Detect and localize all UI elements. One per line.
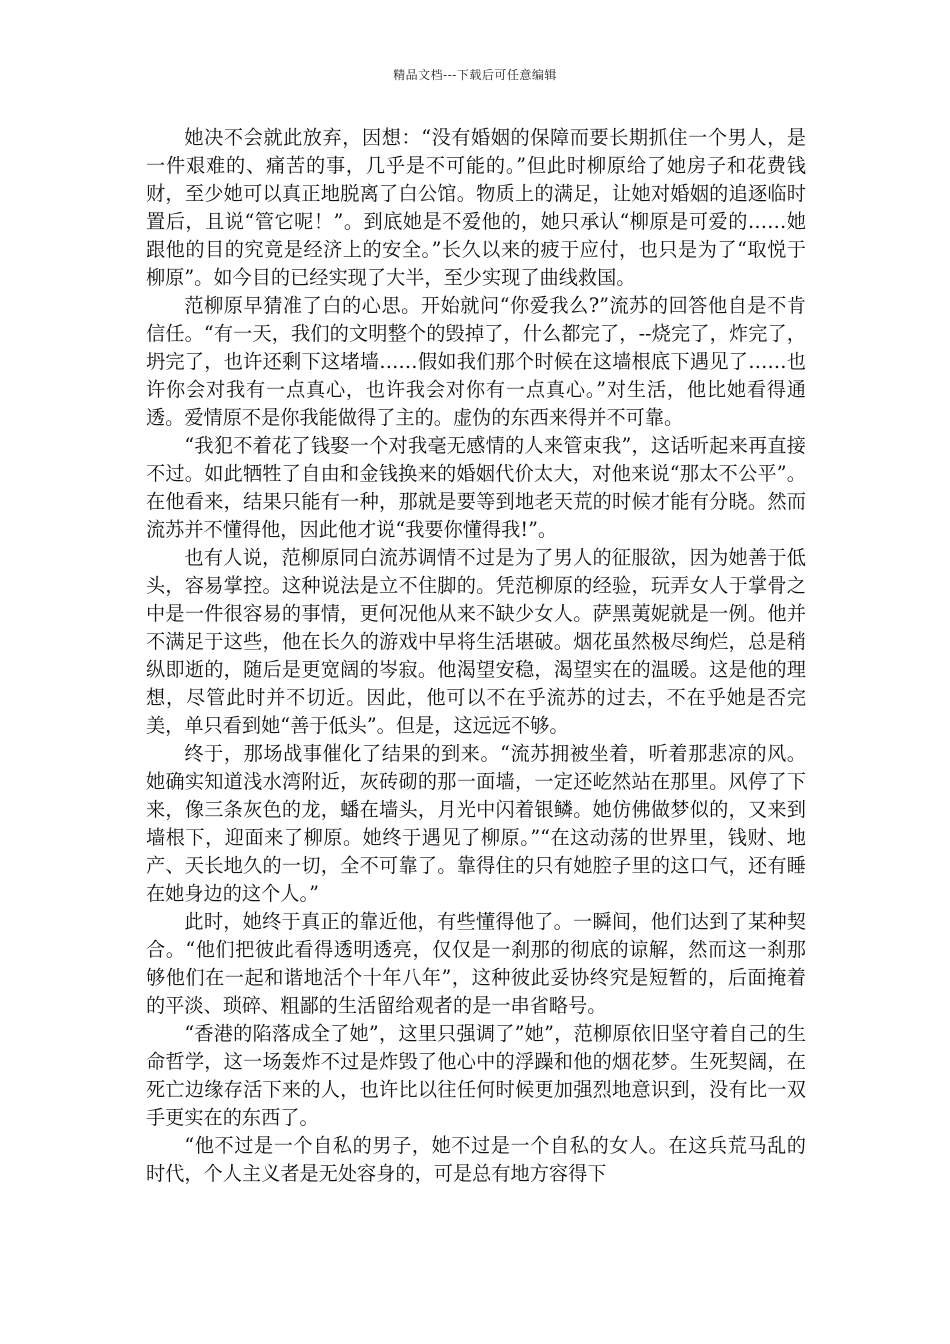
paragraph: “他不过是一个自私的男子，她不过是一个自私的女人。在这兵荒马乱的时代，个人主义者是无处容身的，可是总有地方容得下 xyxy=(146,1134,806,1185)
paragraph: 也有人说，范柳原同白流苏调情不过是为了男人的征服欲，因为她善于低头，容易掌控。这种说法是立不住脚的。凭范柳原的经验，玩弄女人于掌骨之中是一件很容易的事情，更何况他从来不缺少女人。萨黑荑妮就是一例。他并不满足于这些，他在长久的游戏中早将生活堪破。烟花虽然极尽绚烂，总是稍纵即逝的，随后是更宽阔的岑寂。他渴望安稳，渴望实在的温暖。这是他的理想，尽管此时并不切近。因此，他可以不在乎流苏的过去，不在乎她是否完美，单只看到她“善于低头”。但是，这远远不够。 xyxy=(146,546,806,737)
paragraph: 此时，她终于真正的靠近他，有些懂得他了。一瞬间，他们达到了某种契合。“他们把彼此看得透明透亮，仅仅是一刹那的彻底的谅解，然而这一刹那够他们在一起和谐地活个十年八年”，这种彼此妥协终究是短暂的，后面掩着的平淡、琐碎、粗鄙的生活留给观者的是一串省略号。 xyxy=(146,910,806,1017)
paragraph: 范柳原早猜准了白的心思。开始就问“你爱我么?”流苏的回答他自是不肯信任。“有一天，我们的文明整个的毁掉了，什么都完了，--烧完了，炸完了，坍完了，也许还剩下这堵墙……假如我们那个时候在这墙根底下遇见了……也许你会对我有一点真心，也许我会对你有一点真心。”对生活，他比她看得通透。爱情原不是你我能做得了主的。虚伪的东西来得并不可靠。 xyxy=(146,294,806,429)
paragraph: “我犯不着花了钱娶一个对我毫无感情的人来管束我”，这话听起来再直接不过。如此牺牲了自由和金钱换来的婚姻代价太大，对他来说“那太不公平”。在他看来，结果只能有一种，那就是要等到地老天荒的时候才能有分晓。然而流苏并不懂得他，因此他才说“我要你懂得我!”。 xyxy=(146,434,806,541)
page-header: 精品文档---下载后可任意编辑 xyxy=(393,68,557,82)
paragraph: 她决不会就此放弃，因想：“没有婚姻的保障而要长期抓住一个男人，是一件艰难的、痛苦的事，几乎是不可能的。”但此时柳原给了她房子和花费钱财，至少她可以真正地脱离了白公馆。物质上的满足，让她对婚姻的追逐临时置后，且说“管它呢！”。到底她是不爱他的，她只承认“柳原是可爱的……她跟他的目的究竟是经济上的安全。”长久以来的疲于应付，也只是为了“取悦于柳原”。如今目的已经实现了大半，至少实现了曲线救国。 xyxy=(146,126,806,289)
paragraph: 终于，那场战事催化了结果的到来。“流苏拥被坐着，听着那悲凉的风。她确实知道浅水湾附近，灰砖砌的那一面墙，一定还屹然站在那里。风停了下来，像三条灰色的龙，蟠在墙头，月光中闪着银鳞。她仿佛做梦似的，又来到墙根下，迎面来了柳原。她终于遇见了柳原。”“在这动荡的世界里，钱财、地产、天长地久的一切，全不可靠了。靠得住的只有她腔子里的这口气，还有睡在她身边的这个人。” xyxy=(146,742,806,905)
paragraph: “香港的陷落成全了她”，这里只强调了”她”，范柳原依旧坚守着自己的生命哲学，这一场轰炸不过是炸毁了他心中的浮躁和他的烟花梦。生死契阔，在死亡边缘存活下来的人，也许比以往任何时候更加强烈地意识到，没有比一双手更实在的东西了。 xyxy=(146,1022,806,1129)
document-body xyxy=(146,124,806,1188)
